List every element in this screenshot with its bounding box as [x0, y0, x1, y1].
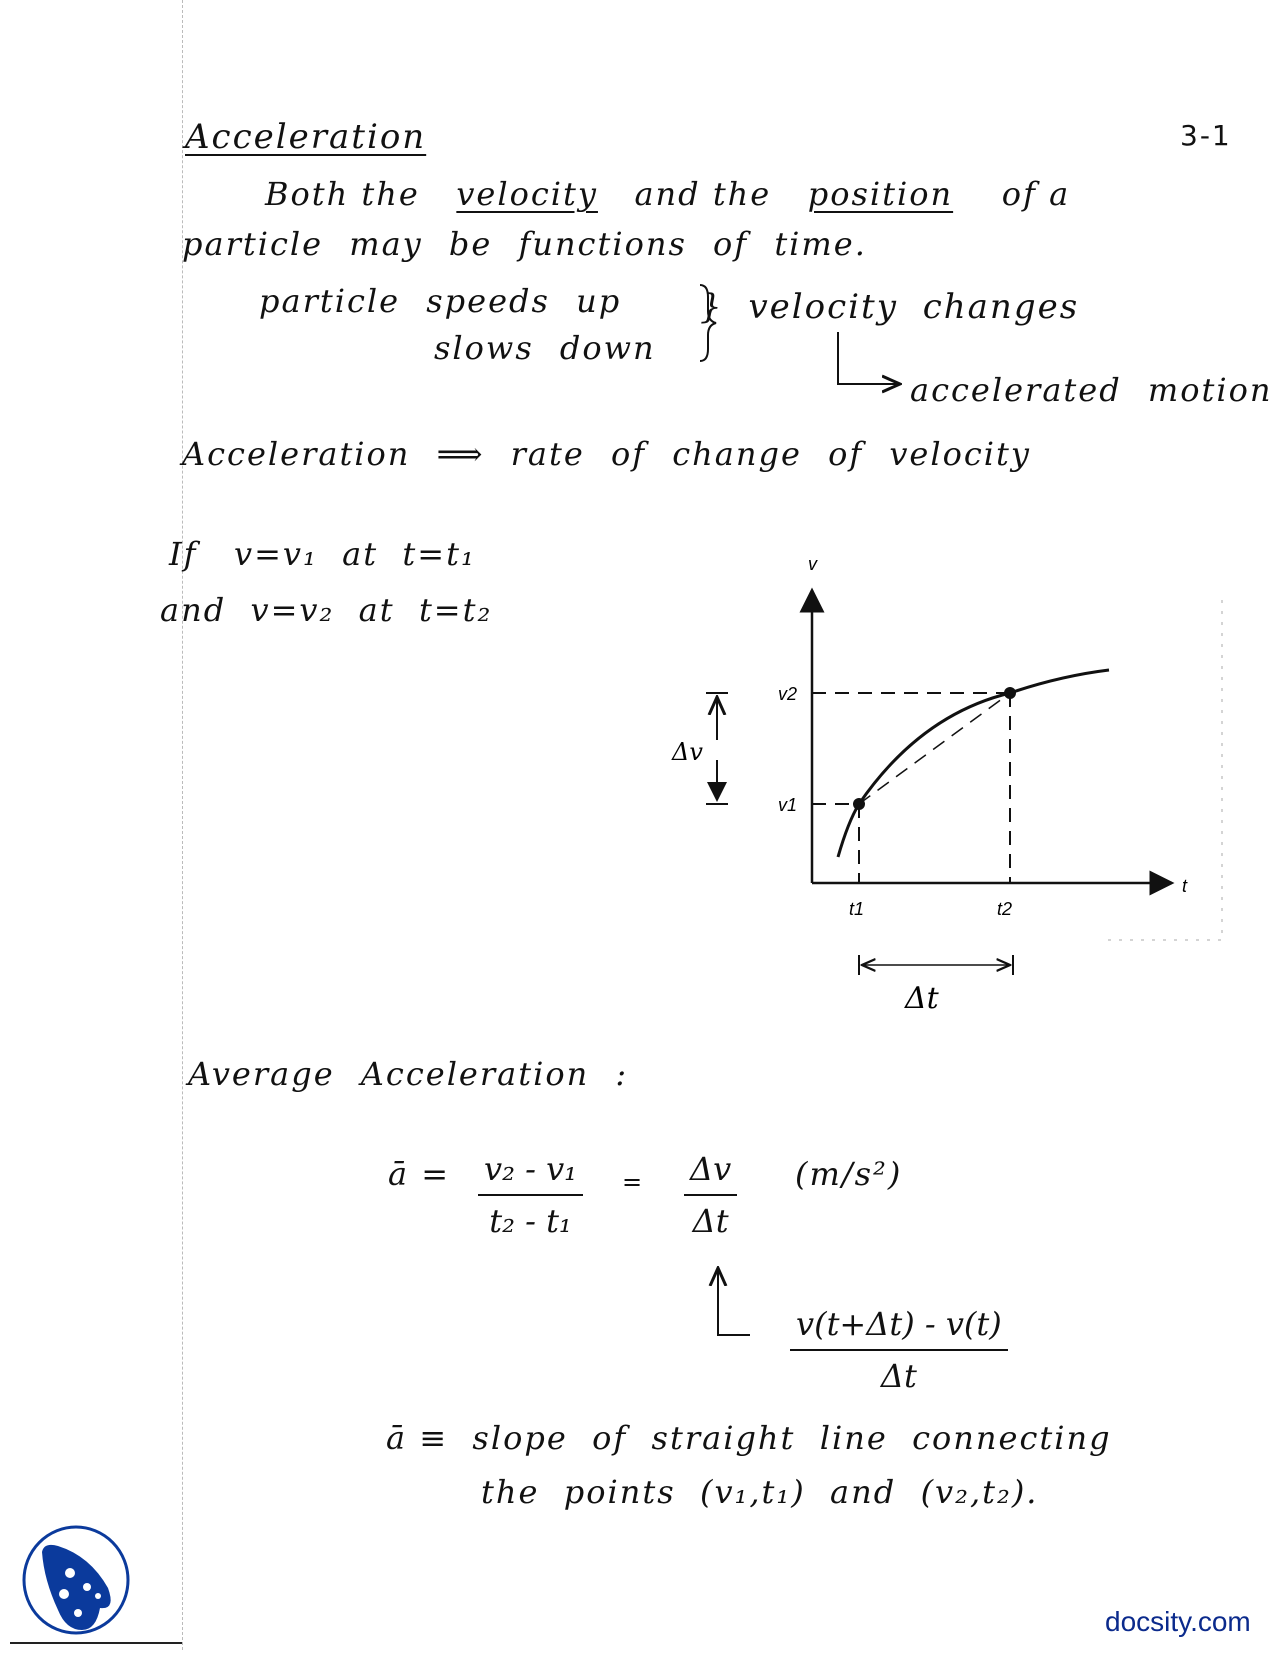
secant-line [859, 693, 1010, 804]
velocity-changes-text: } velocity changes [700, 287, 1080, 327]
text: Both the [265, 175, 420, 213]
t1-label: t1 [849, 899, 865, 919]
t2-label: t2 [997, 899, 1013, 919]
page-title: Acceleration [185, 117, 427, 157]
v2-label: v2 [778, 684, 798, 704]
docsity-brand-link[interactable]: docsity.com [1105, 1606, 1251, 1637]
condition-2: and v=v₂ at t=t₂ [160, 591, 493, 629]
condition-1: If v=v₁ at t=t₁ [169, 535, 476, 573]
fraction-numerator: v(t+Δt) - v(t) [790, 1305, 1008, 1351]
docsity-logo-icon [24, 1527, 128, 1633]
bottom-rule [10, 1642, 182, 1644]
slope-line-1: ā ≡ slope of straight line connecting [386, 1419, 1112, 1457]
delta-t-label: Δt [905, 981, 939, 1016]
average-acceleration-heading: Average Acceleration : [188, 1055, 629, 1093]
fraction-denominator: Δt [880, 1357, 917, 1395]
fraction-numerator: Δv [684, 1150, 737, 1196]
text: of a [1001, 175, 1071, 213]
x-axis-label: t [1182, 876, 1188, 896]
point-1 [853, 798, 865, 810]
limit-arrow-icon [718, 1268, 750, 1335]
text: and the [634, 175, 772, 213]
accelerated-motion-arrow-icon [838, 332, 900, 384]
accelerated-motion-text: accelerated motion [910, 371, 1273, 409]
v1-label: v1 [778, 795, 798, 815]
formula-lhs: ā = [388, 1155, 451, 1193]
brace-icon [700, 285, 716, 361]
position-term: position [807, 175, 954, 213]
slows-down-text: slows down [434, 329, 656, 367]
delta-v-label: Δv [672, 738, 703, 766]
slope-line-2: the points (v₁,t₁) and (v₂,t₂). [481, 1473, 1039, 1511]
point-2 [1004, 687, 1016, 699]
equals-sign: = [622, 1168, 645, 1196]
units: (m/s²) [795, 1155, 903, 1193]
fraction-numerator: v₂ - v₁ [478, 1150, 583, 1196]
velocity-term: velocity [456, 175, 598, 213]
velocity-curve [838, 670, 1109, 857]
acceleration-definition: Acceleration ⟹ rate of change of velocity [182, 435, 1031, 473]
intro-line-2: particle may be functions of time. [182, 225, 867, 263]
page-number: 3-1 [1180, 119, 1232, 152]
speeds-up-text: particle speeds up [259, 282, 622, 320]
fraction-denominator: Δt [692, 1202, 729, 1240]
fraction-denominator: t₂ - t₁ [489, 1202, 572, 1240]
y-axis-label: v [808, 554, 817, 574]
